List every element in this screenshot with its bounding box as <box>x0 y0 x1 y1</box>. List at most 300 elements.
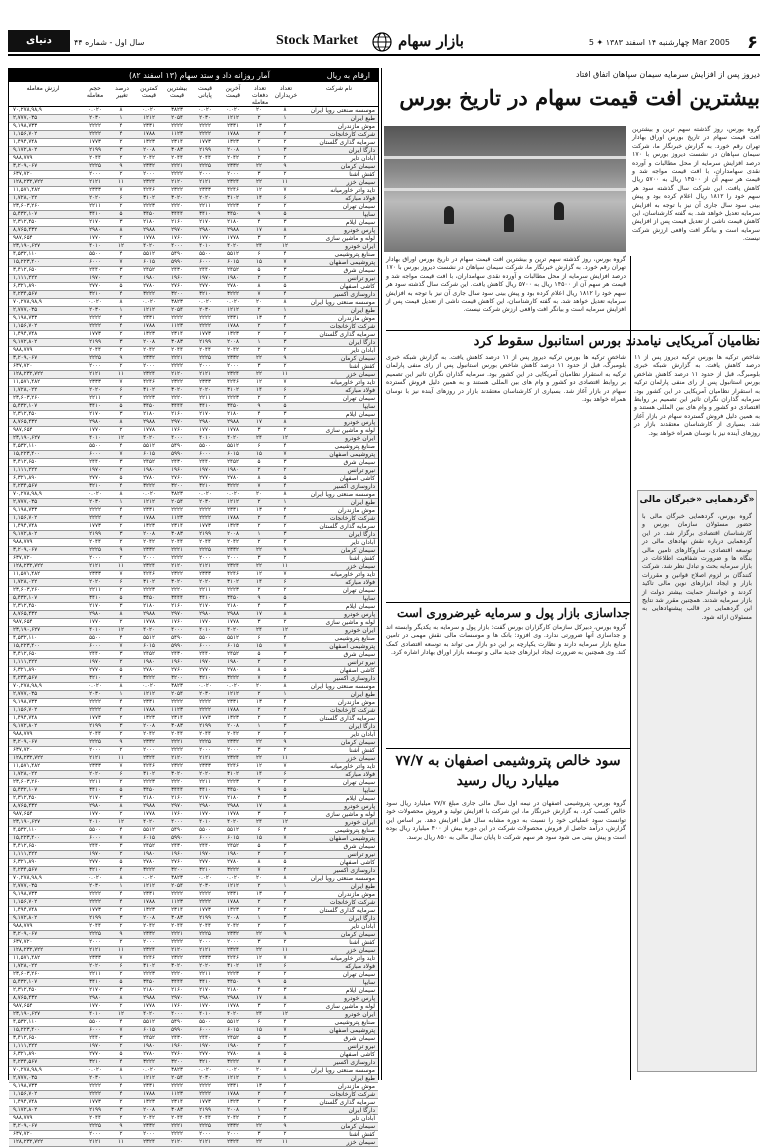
table-cell: ۵۵۰۰ <box>89 827 101 833</box>
table-cell: ۱۵,۲۲۳,۴۰۰ <box>13 1027 41 1033</box>
table-row <box>9 107 378 115</box>
table-cell: ۲۹۸۸ <box>227 995 239 1001</box>
table-cell: ۲۲۲۲ <box>171 891 183 897</box>
table-cell: ۲۱۶۰ <box>171 411 183 417</box>
table-cell: ۳,۴۱۲,۶۵۰ <box>13 267 38 273</box>
table-cell: ۲۷۶۰ <box>171 859 183 865</box>
table-cell: ۲ <box>283 467 287 473</box>
table-cell: ۸ <box>283 875 287 881</box>
table-cell: تاید واتر خاورمیانه <box>330 187 375 194</box>
table-cell: ۲۱۹۹ <box>199 147 211 153</box>
table-cell: ۳,۲۰۹,۰۶۷ <box>13 355 38 361</box>
table-cell: ۲۰۲۰ <box>89 579 101 585</box>
table-cell: سیمان تهران <box>342 971 375 978</box>
stock-table <box>8 68 379 1146</box>
table-cell: ۳ <box>257 1003 261 1009</box>
table-cell: ۲۲ <box>256 163 262 169</box>
table-cell: ۳۲۱۰ <box>89 483 101 489</box>
table-cell: ۲۰۰۸ <box>143 339 155 345</box>
table-body <box>9 107 378 1147</box>
table-cell: ۶۰۰۰ <box>89 835 101 841</box>
table-row <box>9 275 378 283</box>
table-cell: ۴ <box>283 483 287 489</box>
table-cell: پارس خودرو <box>344 995 375 1002</box>
table-cell: نیرو ترانس <box>347 1043 375 1050</box>
table-cell: ۶۳۷,۷۲۰ <box>13 939 33 945</box>
table-cell: ۲ <box>283 811 287 817</box>
table-cell: فولاد مبارکه <box>345 579 375 586</box>
table-row <box>9 755 378 763</box>
table-cell: ۱۷۷۸ <box>227 619 239 625</box>
table-cell: ۲۷۷۰ <box>89 475 101 481</box>
table-cell: ۳۱۰۲ <box>227 579 239 585</box>
table-row <box>9 899 378 907</box>
table-cell: ۳۴۱۰ <box>199 211 211 217</box>
table-cell: ۲۴۴۰ <box>199 1035 211 1041</box>
table-cell: ۲ <box>119 203 123 209</box>
table-cell: ۲۰۴۴ <box>199 539 211 545</box>
table-row <box>9 931 378 939</box>
table-cell: داروسازی اکسیر <box>333 867 375 874</box>
table-cell: ۲۰۴۲ <box>227 155 239 161</box>
table-cell: موسسه صنعتی رویا ایران <box>310 683 375 690</box>
table-cell: ۳۴۴۴ <box>171 211 183 217</box>
table-cell: ۱۴ <box>256 387 262 393</box>
table-cell: ۵ <box>283 1051 287 1057</box>
table-cell: ۱۷ <box>256 803 262 809</box>
table-cell: ۲ <box>257 715 261 721</box>
table-cell: ۲۲۱۱ <box>199 587 211 593</box>
table-cell: ۲۴۴۰ <box>89 459 101 465</box>
table-cell: ۲۱۸۰ <box>143 219 155 225</box>
table-cell: ۱ <box>283 883 287 889</box>
table-cell: ۷ <box>119 571 123 577</box>
table-cell: ۳ <box>119 1107 123 1113</box>
table-cell: ۴۲۴۶ <box>143 571 155 577</box>
table-cell: ۱,۴۹۴,۷۴۸ <box>13 523 38 529</box>
table-cell: ۶۳۷,۷۲۰ <box>13 555 33 561</box>
table-cell: ۰.۰۲۰ <box>88 299 102 305</box>
table-cell: ۳۰۸۳ <box>171 915 183 921</box>
table-cell: ۱۵ <box>256 643 262 649</box>
table-cell: ۱۳۲۳ <box>227 139 239 145</box>
table-cell: ۱۹۶۰ <box>171 659 183 665</box>
table-cell: ۵ <box>119 403 123 409</box>
table-cell: ۲۳۳۱ <box>227 315 239 321</box>
table-cell: ۲۲۱۱ <box>199 203 211 209</box>
table-cell: ۴ <box>283 323 287 329</box>
table-cell: ۱۳ <box>256 507 262 513</box>
table-cell: ۵ <box>283 667 287 673</box>
table-cell: ۴,۲۳۴,۵۶۷ <box>13 291 38 297</box>
table-cell: ۲۰۵۴ <box>171 1075 183 1081</box>
table-row <box>9 667 378 675</box>
table-cell: ۷ <box>283 955 287 961</box>
table-row <box>9 267 378 275</box>
table-cell: ۲۰۰۰ <box>227 171 239 177</box>
table-cell: ۲۲۲۵ <box>199 355 211 361</box>
table-cell: ۱۲۱۲ <box>143 115 155 121</box>
table-cell: ۲۱۷۰ <box>89 987 101 993</box>
table-cell: ۲۲۲۲ <box>171 939 183 945</box>
table-cell: ۲۳۳۱ <box>227 1083 239 1089</box>
table-cell: ۲۲۲۲ <box>199 899 211 905</box>
article4-title: سود خالص پتروشیمی اصفهان به ۷۷/۷ میلیارد ریال رسید <box>386 748 630 791</box>
table-cell: ۷ <box>119 1027 123 1033</box>
table-cell: ۹ <box>283 739 287 745</box>
table-cell: تاید واتر خاورمیانه <box>330 955 375 962</box>
table-cell: سیمان ایلام <box>345 411 375 418</box>
table-cell: طبع ایران <box>350 115 375 122</box>
table-cell: ۲۰۰۸ <box>143 915 155 921</box>
table-cell: ۳۱۰۲ <box>143 771 155 777</box>
table-cell: ۰.۰۲۰ <box>226 683 240 689</box>
table-cell: ۱,۱۵۶,۷۰۲ <box>13 515 38 521</box>
table-cell: ۲۱۲۱ <box>89 179 101 185</box>
table-cell: ۲۳۳۳ <box>199 571 211 577</box>
table-cell: ۶۳۷,۷۲۰ <box>13 1131 33 1137</box>
table-cell: ۲ <box>119 523 123 529</box>
table-cell: ۴,۲۳۴,۵۶۷ <box>13 1059 38 1065</box>
table-cell: ۱۷۸۸ <box>227 707 239 713</box>
table-cell: ۲۲۲۳ <box>143 587 155 593</box>
table-cell: ۲۲۱۱ <box>89 971 101 977</box>
table-cell: ۹,۱۹۸,۷۳۳ <box>13 315 38 321</box>
table-cell: ۲ <box>257 307 261 313</box>
table-cell: سیمان شرق <box>343 267 375 274</box>
table-cell: ۵۹۹۰ <box>171 835 183 841</box>
table-cell: ۳۱۰۲ <box>143 963 155 969</box>
table-cell: ۴,۵۳۲,۱۱۰ <box>13 827 38 833</box>
table-cell: ۳ <box>257 427 261 433</box>
table-cell: ۴۰۲۰ <box>227 435 239 441</box>
table-cell: ۲۹۸۸ <box>227 803 239 809</box>
table-cell: ۲ <box>283 1003 287 1009</box>
table-row <box>9 723 378 731</box>
table-cell: ۲ <box>119 275 123 281</box>
table-cell: ۵۹۹۰ <box>171 1027 183 1033</box>
table-cell: صنایع پتروشیمی <box>334 827 375 834</box>
table-cell: ۰.۰۲۰ <box>198 875 212 881</box>
table-cell: ۲۰۴۲ <box>227 923 239 929</box>
table-cell: ۱۱۲۳ <box>171 131 183 137</box>
table-cell: ۳۴۱۰ <box>89 979 101 985</box>
table-cell: ۳۱۰۲ <box>143 579 155 585</box>
table-cell: ۲۴۵۲ <box>143 651 155 657</box>
table-cell: ۴ <box>119 1019 123 1025</box>
table-cell: ۲۰۳۰ <box>199 883 211 889</box>
table-cell: ۳ <box>119 1035 123 1041</box>
table-cell: ۲۰۴۴ <box>171 1115 183 1121</box>
table-cell: ۳۴۱۰ <box>89 595 101 601</box>
table-cell: ۱,۴۹۴,۷۴۸ <box>13 139 38 145</box>
table-cell: ۵۵۱۲ <box>227 1019 239 1025</box>
table-cell: ۷ <box>119 643 123 649</box>
table-cell: ۲,۳۱۲,۴۵۰ <box>13 219 38 225</box>
table-cell: ۵ <box>283 979 287 985</box>
table-cell: ۱۴ <box>256 579 262 585</box>
table-cell: ۲۰۴۲ <box>143 155 155 161</box>
table-cell: ۲۳۲۲ <box>171 379 183 385</box>
table-cell: ۲۳۳۲ <box>143 739 155 745</box>
table-cell: ۲۲۲۲ <box>89 1091 101 1097</box>
table-cell: ۶۰۰۰ <box>89 643 101 649</box>
table-cell: ۲۲۱۱ <box>199 779 211 785</box>
table-cell: ۳ <box>257 747 261 753</box>
table-cell: ۵۵۰۰ <box>89 443 101 449</box>
table-cell: ۱۷۷۰ <box>89 619 101 625</box>
photo-detail <box>384 156 626 159</box>
table-cell: ۱۳۲۳ <box>143 139 155 145</box>
table-cell: ۴,۵۳۲,۱۱۰ <box>13 635 38 641</box>
table-cell: ۱۳۲۳ <box>143 1099 155 1105</box>
table-cell: ۲۳,۱۹۰,۶۲۷ <box>13 1011 41 1017</box>
table-cell: ۸ <box>257 667 261 673</box>
table-cell: ۶۰۰۰ <box>89 1027 101 1033</box>
table-cell: ۶ <box>283 387 287 393</box>
table-cell: ۱۳۲۳ <box>143 523 155 529</box>
table-cell: ۲۳۳۲ <box>227 355 239 361</box>
table-cell: ۱۲ <box>282 627 288 633</box>
table-cell: ۵۵۱۲ <box>227 251 239 257</box>
table-cell: ۲۳۳۳ <box>199 187 211 193</box>
table-cell: ۹,۱۹۸,۷۳۳ <box>13 891 38 897</box>
table-cell: ۴۲۴۶ <box>227 571 239 577</box>
table-cell: ۱۲۱۲ <box>227 307 239 313</box>
table-cell: ۱۷۷۰ <box>89 427 101 433</box>
table-cell: ۱۲ <box>118 243 124 249</box>
table-cell: ۰.۰۲۰ <box>226 875 240 881</box>
table-cell: ۲۰۰۰ <box>89 1131 101 1137</box>
table-row <box>9 787 378 795</box>
table-cell: ۲,۷۷۷,۰۳۵ <box>13 1075 38 1081</box>
table-cell: ۴ <box>283 867 287 873</box>
table-cell: ۲ <box>119 1043 123 1049</box>
table-cell: ۳ <box>119 531 123 537</box>
table-cell: ۲ <box>283 555 287 561</box>
table-cell: ۲۲۲۵ <box>89 739 101 745</box>
table-cell: ۵,۴۳۲,۱۰۷ <box>13 211 38 217</box>
table-cell: ۲,۳۱۲,۴۵۰ <box>13 411 38 417</box>
table-cell: ۱۷۷۳ <box>89 139 101 145</box>
table-cell: ۲۳۱۴ <box>171 139 183 145</box>
table-cell: ۳۴۴۴ <box>171 595 183 601</box>
table-row <box>9 683 378 691</box>
table-cell: ۵ <box>119 859 123 865</box>
table-cell: موش مازندران <box>337 1083 375 1090</box>
table-row <box>9 1067 378 1075</box>
table-cell: ۷ <box>119 835 123 841</box>
table-cell: ۲۱۸۰ <box>227 219 239 225</box>
table-cell: ۲۰۰۸ <box>227 1107 239 1113</box>
table-cell: طبع ایران <box>350 1075 375 1082</box>
table-cell: ۸ <box>119 419 123 425</box>
table-cell: ۸ <box>119 1067 123 1073</box>
table-cell: ۱۲۸,۲۳۲,۷۲۲ <box>13 563 44 569</box>
table-cell: ۲۱۲۰ <box>171 563 183 569</box>
table-cell: ۴ <box>283 123 287 129</box>
table-cell: ۹ <box>257 595 261 601</box>
table-row <box>9 979 378 987</box>
table-cell: ۱۲ <box>256 187 262 193</box>
table-cell: ۰.۰۲۰ <box>88 491 102 497</box>
table-cell: ۲۳۳۱ <box>143 1083 155 1089</box>
table-cell: ۵۵۰۰ <box>199 443 211 449</box>
table-cell: ۱۷۷۰ <box>89 1003 101 1009</box>
table-cell: ۲۳۳۲ <box>227 931 239 937</box>
table-cell: ۲۰۲۰ <box>89 771 101 777</box>
table-row <box>9 315 378 323</box>
table-cell: ۲۲۲۱ <box>171 739 183 745</box>
table-cell: ۱۲ <box>118 1011 124 1017</box>
table-cell: ۲۳۲۲ <box>171 571 183 577</box>
table-row <box>9 219 378 227</box>
table-cell: سرمایه گذاری گلستان <box>319 715 375 722</box>
table-cell: ۳ <box>283 339 287 345</box>
table-cell: ۶,۳۲۱,۸۹۰ <box>13 1051 38 1057</box>
table-cell: ۲۲۲۳ <box>227 395 239 401</box>
table-cell: ۲۱۲۱ <box>199 371 211 377</box>
table-cell: ۷ <box>283 379 287 385</box>
table-cell: ۲۰۰۰ <box>143 171 155 177</box>
table-cell: ۲۲۲۲ <box>89 1083 101 1089</box>
table-cell: ۲ <box>257 499 261 505</box>
table-cell: ۳۲۲۲ <box>227 483 239 489</box>
table-cell: ۲۷۶۰ <box>171 1051 183 1057</box>
table-cell: ۱۳۲۳ <box>143 715 155 721</box>
table-row <box>9 995 378 1003</box>
table-cell: ۲ <box>257 131 261 137</box>
table-cell: ۵۵۱۲ <box>227 635 239 641</box>
table-cell: ۵ <box>283 787 287 793</box>
table-cell: ۲۹۸۸ <box>143 803 155 809</box>
table-cell: ۵۵۰۰ <box>199 827 211 833</box>
table-cell: ۴ <box>283 699 287 705</box>
table-cell: ۳۰۸۳ <box>171 723 183 729</box>
table-cell: ۲۹۸۸ <box>227 227 239 233</box>
table-cell: ۵ <box>257 267 261 273</box>
table-cell: ۳۲۲۲ <box>227 1059 239 1065</box>
table-cell: ۴۰۱۰ <box>199 819 211 825</box>
table-row <box>9 187 378 195</box>
table-cell: ۹,۱۷۲,۸۰۲ <box>13 339 38 345</box>
table-cell: ۱,۷۲۸,۰۲۲ <box>13 963 38 969</box>
table-cell: ۵ <box>257 843 261 849</box>
table-cell: ۲۴۵۲ <box>227 651 239 657</box>
table-cell: ۲۱۷۰ <box>89 219 101 225</box>
table-cell: ۲۴۴۰ <box>89 651 101 657</box>
table-cell: ۸ <box>119 683 123 689</box>
table-cell: ۲۴۳۰ <box>171 651 183 657</box>
table-cell: ۱۲۸,۲۳۲,۷۲۲ <box>13 755 44 761</box>
table-cell: ۹۸۷,۶۵۴ <box>13 235 33 241</box>
table-cell: ۲۰۴۴ <box>89 155 101 161</box>
table-cell: ۷ <box>119 379 123 385</box>
table-cell: ۴۲۴۶ <box>143 763 155 769</box>
table-cell: ۴۰۲۰ <box>227 819 239 825</box>
photo-figure <box>504 214 514 232</box>
column-header: ارزش معامله <box>26 85 60 92</box>
table-cell: ۲۱۷۰ <box>199 219 211 225</box>
table-cell: ۲۱۸۰ <box>227 795 239 801</box>
table-cell: ۴ <box>119 1083 123 1089</box>
table-cell: ۲۳,۱۹۰,۶۲۷ <box>13 435 41 441</box>
table-cell: ۳ <box>119 987 123 993</box>
table-cell: ۱۷۷۰ <box>199 811 211 817</box>
table-row <box>9 1091 378 1099</box>
table-cell: ۲۲۲۵ <box>89 931 101 937</box>
table-cell: ۲ <box>119 331 123 337</box>
table-cell: ۲۴۵۲ <box>227 1035 239 1041</box>
table-cell: ۲۰۳۰ <box>89 499 101 505</box>
table-cell: ۱۱۲۳ <box>171 323 183 329</box>
table-cell: ۲ <box>283 851 287 857</box>
table-cell: ۲ <box>257 883 261 889</box>
table-cell: ۴ <box>283 515 287 521</box>
table-cell: نیرو ترانس <box>347 659 375 666</box>
table-cell: ۳ <box>257 171 261 177</box>
table-cell: ۲۱۹۹ <box>199 339 211 345</box>
table-cell: ۲۴۵۲ <box>143 267 155 273</box>
table-cell: ۲ <box>283 971 287 977</box>
table-cell: ۳ <box>257 363 261 369</box>
table-row <box>9 539 378 547</box>
table-cell: ۲ <box>119 939 123 945</box>
table-cell: ۲ <box>283 139 287 145</box>
table-cell: ۲۳۲۴ <box>227 563 239 569</box>
table-cell: ایران خودرو <box>345 819 375 826</box>
table-cell: ۶۰۱۵ <box>227 643 239 649</box>
table-cell: ۲۲۲۲ <box>171 747 183 753</box>
table-cell: ۷ <box>283 259 287 265</box>
table-unit: ارقام به ریال <box>326 71 370 80</box>
section-title: بازار سهام <box>398 32 464 50</box>
table-row <box>9 507 378 515</box>
photo-figure <box>554 202 564 220</box>
table-cell: ۲۳۳۲ <box>143 163 155 169</box>
table-cell: ۴,۲۳۴,۵۶۷ <box>13 675 38 681</box>
table-cell: ۲۱۲۰ <box>171 179 183 185</box>
table-cell: ۱۷۷۳ <box>89 331 101 337</box>
table-cell: ۲۰۴۲ <box>227 539 239 545</box>
sidebar-title: گردهمایی «خبرگان مالی» <box>639 495 755 505</box>
table-cell: ۲۱۸۰ <box>227 987 239 993</box>
table-cell: ۲۹۸۸ <box>143 611 155 617</box>
table-cell: ۳۲۲۲ <box>143 675 155 681</box>
table-cell: ۲۰۰۸ <box>143 531 155 537</box>
table-cell: ۴ <box>257 987 261 993</box>
table-cell: ۳۸۲۳ <box>171 491 183 497</box>
table-row <box>9 923 378 931</box>
table-cell: ۵ <box>283 859 287 865</box>
table-cell: ۳۲۰۰ <box>171 291 183 297</box>
table-cell: ۹ <box>119 931 123 937</box>
page-number: ۶ <box>747 32 758 53</box>
table-cell: دارگا ایران <box>348 915 375 922</box>
table-row <box>9 1035 378 1043</box>
table-cell: ۱۹۶۰ <box>171 275 183 281</box>
table-cell: سایپا <box>362 979 375 986</box>
table-cell: ۲۳۲۴ <box>143 755 155 761</box>
table-row <box>9 451 378 459</box>
table-cell: ۲۹۷۰ <box>171 611 183 617</box>
table-cell: نیرو ترانس <box>347 275 375 282</box>
table-cell: ۲۳۳۱ <box>143 123 155 129</box>
table-row <box>9 203 378 211</box>
table-row <box>9 243 378 251</box>
table-cell: ۴ <box>283 675 287 681</box>
table-cell: ۱۱ <box>118 755 124 761</box>
